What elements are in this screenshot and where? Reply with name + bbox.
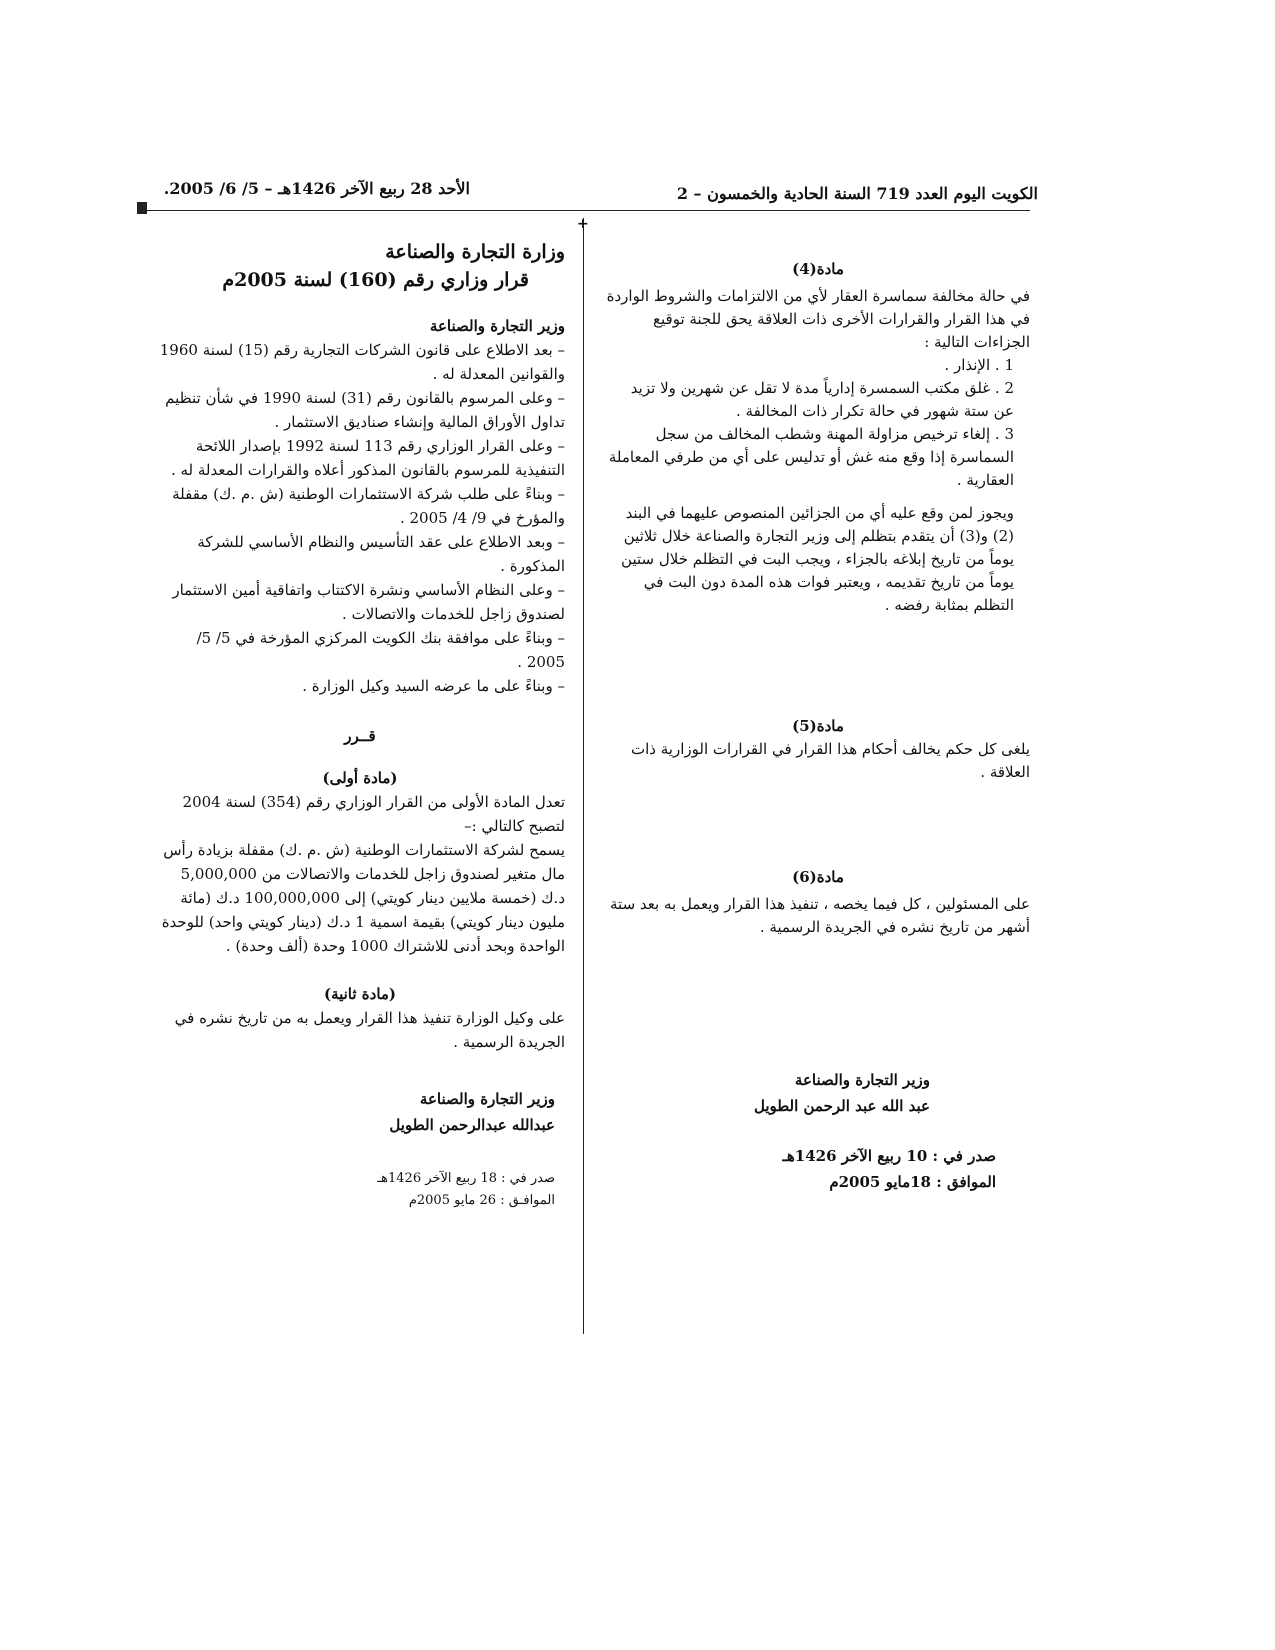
preamble-3: – وعلى القرار الوزاري رقم 113 لسنة 1992 بإصدار اللائحة التنفيذية للمرسوم بالقانون المذكور أعلاه والقرارات المعدلة له .	[170, 437, 565, 479]
right-column	[606, 258, 1030, 1195]
left-signature-title: وزير التجارة والصناعة	[419, 1090, 555, 1108]
article-4-text: في حالة مخالفة سماسرة العقار لأي من الالتزامات والشروط الواردة في هذا القرار والقرارات الأخرى ذات العلاقة يحق للجنة توقيع الجزاءات التالية :	[606, 287, 1030, 351]
left-signature-block	[155, 1086, 565, 1138]
preamble-4: – وبناءً على طلب شركة الاستثمارات الوطنية (ش .م .ك) مقفلة والمؤرخ في 9/ 4/ 2005 .	[172, 485, 565, 527]
article-2-text: على وكيل الوزارة تنفيذ هذا القرار ويعمل به من تاريخ نشره في الجريدة الرسمية .	[174, 1009, 565, 1051]
column-divider	[583, 218, 584, 1334]
article-4-item-2: 2 . غلق مكتب السمسرة إدارياً مدة لا تقل عن شهرين ولا تزيد عن ستة شهور في حالة تكرار ذات المخالفة .	[630, 379, 1014, 420]
page-header-right: الكويت اليوم العدد 719 السنة الحادية والخمسون – 2	[676, 184, 1038, 203]
preamble-1: – بعد الاطلاع على قانون الشركات التجارية رقم (15) لسنة 1960 والقوانين المعدلة له .	[159, 341, 565, 383]
header-rule-marker	[137, 202, 147, 214]
right-issue-block	[606, 1143, 1030, 1195]
preamble-2: – وعلى المرسوم بالقانون رقم (31) لسنة 1990 في شأن تنظيم تداول الأوراق المالية وإنشاء صناديق الاستثمار .	[165, 389, 565, 431]
preamble-6: – وعلى النظام الأساسي ونشرة الاكتتاب واتفاقية أمين الاستثمار لصندوق زاجل للخدمات والاتصالات .	[172, 581, 565, 623]
preamble-5: – وبعد الاطلاع على عقد التأسيس والنظام الأساسي للشركة المذكورة .	[197, 533, 565, 575]
right-signature-name: عبد الله عبد الرحمن الطويل	[753, 1097, 930, 1115]
right-signature-title: وزير التجارة والصناعة	[794, 1071, 930, 1089]
left-column	[155, 240, 565, 1212]
decides-heading: قــرر	[344, 727, 376, 745]
article-4-item-1: 1 . الإنذار .	[944, 356, 1014, 374]
article-4-title: مادة(4)	[792, 260, 844, 278]
preamble-7: – وبناءً على موافقة بنك الكويت المركزي المؤرخة في 5/ 5/ 2005 .	[196, 629, 565, 671]
column-divider-marker: +	[577, 216, 589, 232]
article-2-title: (مادة ثانية)	[323, 985, 397, 1003]
left-signature-name: عبدالله عبدالرحمن الطويل	[389, 1116, 555, 1134]
left-issue-block	[155, 1168, 565, 1212]
article-1-intro: تعدل المادة الأولى من القرار الوزاري رقم (354) لسنة 2004 لتصبح كالتالي :–	[182, 793, 565, 835]
article-4-appeal: ويجوز لمن وقع عليه أي من الجزائين المنصوص عليهما في البند (2) و(3) أن يتقدم بتظلم إلى وزير التجارة والصناعة خلال ثلاثين يوماً من تاريخ إبلاغه بالجزاء ، ويجب البت في التظلم خلال ستين يوماً من تاريخ تقديمه ، ويعتبر فوات هذه المدة دون البت في التظلم بمثابة رفضه .	[621, 504, 1014, 614]
right-corresponding-date: الموافق : 18مايو 2005م	[829, 1173, 996, 1191]
right-issued-date: صدر في : 10 ربيع الآخر 1426هـ	[782, 1147, 996, 1165]
article-5-text: يلغى كل حكم يخالف أحكام هذا القرار في القرارات الوزارية ذات العلاقة .	[631, 740, 1030, 781]
header-rule	[140, 210, 1030, 211]
article-4-item-3: 3 . إلغاء ترخيص مزاولة المهنة وشطب المخالف من سجل السماسرة إذا وقع منه غش أو تدليس على أي من طرفي المعاملة العقارية .	[608, 425, 1014, 489]
article-5-title: مادة(5)	[792, 717, 844, 735]
left-corresponding-date: الموافـق : 26 مايو 2005م	[408, 1193, 555, 1208]
minister-heading: وزير التجارة والصناعة	[429, 317, 565, 335]
page-header-left: الأحد 28 ربيع الآخر 1426هـ – 5/ 6/ 2005.	[163, 179, 470, 198]
ministry-title: وزارة التجارة والصناعة	[385, 241, 565, 263]
preamble-8: – وبناءً على ما عرضه السيد وكيل الوزارة .	[302, 677, 565, 695]
article-6-text: على المسئولين ، كل فيما يخصه ، تنفيذ هذا القرار ويعمل به بعد ستة أشهر من تاريخ نشره في الجريدة الرسمية .	[610, 895, 1030, 936]
right-signature-block	[606, 1067, 1030, 1119]
article-6-title: مادة(6)	[792, 868, 844, 886]
decision-title: قرار وزاري رقم (160) لسنة 2005م	[222, 269, 529, 291]
left-issued-date: صدر في : 18 ربيع الآخر 1426هـ	[377, 1171, 555, 1186]
article-1-title: (مادة أولى)	[322, 769, 398, 787]
article-1-text: يسمح لشركة الاستثمارات الوطنية (ش .م .ك) مقفلة بزيادة رأس مال متغير لصندوق زاجل للخدمات والاتصالات من 5,000,000 د.ك (خمسة ملايين دينار كويتي) إلى 100,000,000 د.ك (مائة مليون دينار كويتي) بقيمة اسمية 1 د.ك (دينار كويتي واحد) للوحدة الواحدة وبحد أدنى للاشتراك 1000 وحدة (ألف وحدة) .	[161, 841, 565, 955]
